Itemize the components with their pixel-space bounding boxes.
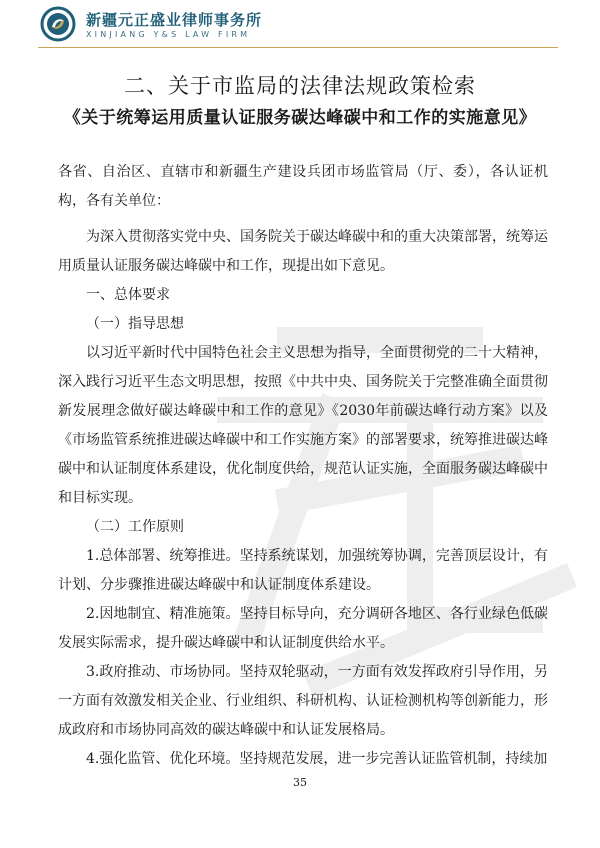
principle-4-paragraph: 4.强化监管、优化环境。坚持规范发展，进一步完善认证监管机制，持续加 [86, 751, 548, 767]
letterhead [40, 6, 340, 46]
principle-1-paragraph: 1.总体部署、统筹推进。坚持系统谋划，加强统筹协调，完善顶层设计，有计划、分步骤推进碳达峰碳中和认证制度体系建设。 [58, 548, 548, 593]
principle-2-paragraph: 2.因地制宜、精准施策。坚持目标导向，充分调研各地区、各行业绿色低碳发展实际需求，提升碳达峰碳中和认证制度供给水平。 [58, 606, 548, 651]
section-title: 二、关于市监局的法律法规政策检索 [124, 74, 476, 98]
intro-paragraph: 为深入贯彻落实党中央、国务院关于碳达峰碳中和的重大决策部署，统筹运用质量认证服务碳达峰碳中和工作，现提出如下意见。 [58, 229, 548, 274]
heading-general-requirements: 一、总体要求 [86, 287, 170, 303]
heading-work-principles: （二）工作原则 [86, 519, 184, 535]
heading-guiding-ideology: （一）指导思想 [86, 316, 184, 332]
document-title: 《关于统筹运用质量认证服务碳达峰碳中和工作的实施意见》 [63, 108, 537, 128]
principle-3-paragraph: 3.政府推动、市场协同。坚持双轮驱动，一方面有效发挥政府引导作用，另一方面有效激发相关企业、行业组织、科研机构、认证检测机构等创新能力，形成政府和市场协同高效的碳达峰碳中和认证发展格局。 [58, 664, 548, 738]
addressee-paragraph: 各省、自治区、直辖市和新疆生产建设兵团市场监管局（厅、委），各认证机构，各有关单位： [58, 164, 548, 209]
header-rule [38, 47, 558, 48]
page-number: 35 [293, 776, 307, 789]
guiding-ideology-paragraph: 以习近平新时代中国特色社会主义思想为指导，全面贯彻党的二十大精神，深入践行习近平生态文明思想，按照《中共中央、国务院关于完整准确全面贯彻新发展理念做好碳达峰碳中和工作的意见》《2030年前碳达峰行动方案》以及《市场监管系统推进碳达峰碳中和工作实施方案》的部署要求，统筹推进碳达峰碳中和认证制度体系建设，优化制度供给，规范认证实施，全面服务碳达峰碳中和目标实现。 [58, 345, 548, 506]
firm-logo-icon [40, 6, 76, 42]
firm-name-en: XINJIANG Y&S LAW FIRM [86, 30, 251, 39]
firm-name-cn: 新疆元正盛业律师事务所 [86, 11, 263, 29]
